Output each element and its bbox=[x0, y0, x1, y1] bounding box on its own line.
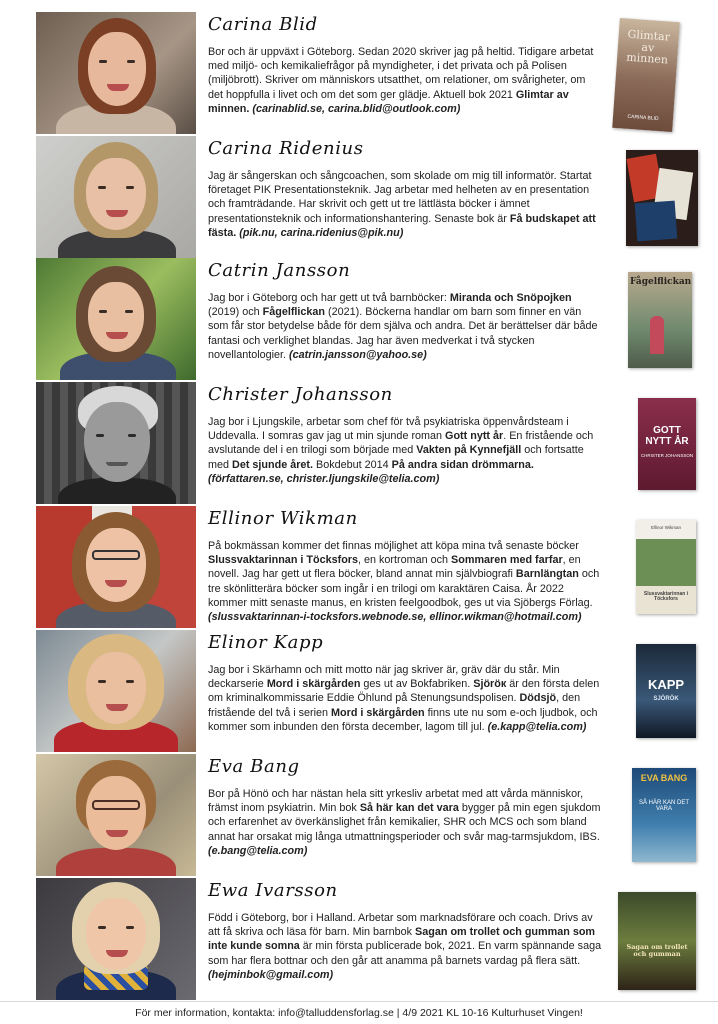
author-name: Carina Ridenius bbox=[208, 138, 364, 159]
author-bio bbox=[208, 291, 602, 362]
book-title: Glimtar av minnen bbox=[625, 27, 671, 67]
author-entry-elinor-kapp bbox=[36, 630, 718, 752]
book-author: EVA BANG bbox=[640, 773, 688, 783]
author-name: Ewa Ivarsson bbox=[208, 880, 338, 901]
book-name-highlight: Gott nytt år bbox=[445, 430, 504, 443]
bio-text: Bor och är uppväxt i Göteborg. Sedan 2020 skriver jag på heltid. Tidigare arbetat med miljö- och kemikaliefrågor på myndigheter, i det privata och på Polisen (miljöbrott). Skriver om människors utsatthet, om relationer, om svårigheter, om det hoppfulla i livet och om det som ger glädje. Aktuell bok 2021 bbox=[208, 46, 594, 101]
author-contact: (e.kapp@telia.com) bbox=[487, 720, 587, 733]
author-name: Christer Johansson bbox=[208, 384, 393, 405]
book-name-highlight: Det sjunde året. bbox=[232, 458, 314, 471]
bio-text: Bor på Hönö och har nästan hela sitt yrkesliv arbetat med att vårda människor, främst inom psykiatrin. Min bok bbox=[208, 788, 584, 815]
author-bio bbox=[208, 787, 602, 858]
book-author: CHRISTER JOHANSSON bbox=[640, 453, 694, 458]
bio-text: är min första publicerade bok, 2021. En varm spännande saga som har flera bottnar och den går att anamma på barnets vardag på flera sätt. bbox=[208, 940, 602, 967]
book-title: SÅ HÄR KAN DET VARA bbox=[638, 800, 689, 813]
book-name-highlight: Slussvaktarinnan i Töcksfors bbox=[208, 554, 359, 567]
author-photo bbox=[36, 754, 196, 876]
author-name: Ellinor Wikman bbox=[208, 508, 358, 529]
book-title: Slussvaktarinnan i Töcksfors bbox=[643, 591, 689, 603]
author-contact: (pik.nu, carina.ridenius@pik.nu) bbox=[236, 226, 404, 239]
author-entry-eva-bang bbox=[36, 754, 718, 876]
book-cover bbox=[636, 520, 696, 614]
book-cover bbox=[618, 892, 696, 990]
book-title: Sagan om trollet och gumman bbox=[626, 943, 688, 958]
book-title: SJÖRÖK bbox=[653, 696, 679, 702]
author-photo bbox=[36, 630, 196, 752]
author-bio bbox=[208, 663, 602, 734]
bio-text: På bokmässan kommer det finnas möjlighet att köpa mina två senaste böcker bbox=[208, 540, 579, 552]
author-bio bbox=[208, 911, 602, 982]
bio-text: och fortsatte med bbox=[208, 444, 584, 471]
bio-text: är den första delen om kriminalkommissarie Eddie Öhlund på Stenungsundspolisen. bbox=[208, 678, 600, 705]
book-title: GOTT NYTT ÅR bbox=[645, 425, 689, 447]
bio-text: Jag bor i Skärhamn och mitt motto när jag skriver är, gräv där du står. Min deckarserie bbox=[208, 664, 560, 691]
bio-text: Jag är sångerskan och sångcoachen, som skolade om mig till informatör. Startat företaget PIK Presentationsteknik. Jag arbetar med helheten av en presentation och framträdande. Har skrivit och gett ut tre lättlästa böcker i ämnet presentationsteknik och informationshantering. Senaste bok är bbox=[208, 170, 592, 225]
author-name: Eva Bang bbox=[208, 756, 300, 777]
book-cover bbox=[612, 18, 680, 132]
author-entry-ewa-ivarsson bbox=[36, 878, 718, 1000]
author-photo bbox=[36, 506, 196, 628]
bio-text: , en kortroman och bbox=[358, 554, 452, 567]
book-author: KAPP bbox=[647, 677, 685, 692]
book-name-highlight: Miranda och Snöpojken bbox=[449, 292, 572, 304]
bio-text: finns ute nu som e-och ljudbok, och kommer som inbunden den första december, lagom till jul. bbox=[208, 706, 598, 733]
book-name-highlight: Mord i skärgården bbox=[266, 678, 361, 691]
footer-contact: För mer information, kontakta: info@talluddensforlag.se | 4/9 2021 KL 10-16 Kulturhuset Vingen! bbox=[0, 1001, 718, 1024]
book-name-highlight: På andra sidan drömmarna. bbox=[391, 458, 534, 471]
author-entry-christer-johansson bbox=[36, 382, 718, 504]
book-name-highlight: Sagan om trollet och gumman som inte kunde somna bbox=[208, 926, 596, 953]
bio-text: , den fristående del två i serien bbox=[208, 692, 581, 719]
author-name: Carina Blid bbox=[208, 14, 318, 35]
author-entry-carina-blid bbox=[36, 12, 718, 134]
author-photo bbox=[36, 12, 196, 134]
bio-text: Född i Göteborg, bor i Halland. Arbetar som marknadsförare och coach. Drivs av att få skriva och läsa för barn. Min barnbok bbox=[208, 912, 593, 939]
book-author: CARINA BLID bbox=[627, 113, 659, 122]
bio-text: . En fristående och avslutande del i en trilogi som började med bbox=[208, 430, 594, 457]
author-contact: (slussvaktarinnan-i-tocksfors.webnode.se, ellinor.wikman@hotmail.com) bbox=[208, 611, 582, 624]
author-photo bbox=[36, 136, 196, 258]
author-contact: (e.bang@telia.com) bbox=[208, 844, 308, 857]
author-bio bbox=[208, 45, 602, 116]
author-photo bbox=[36, 382, 196, 504]
bio-text: , en novell. Jag har gett ut flera böcker, bland annat min självbiografi bbox=[208, 554, 581, 581]
author-photo bbox=[36, 878, 196, 1000]
book-name-highlight: Barnlängtan bbox=[515, 568, 579, 581]
book-cover bbox=[632, 768, 696, 862]
bio-text: Jag bor i Ljungskile, arbetar som chef för två psykiatriska öppenvårdsteam i Uddevalla. I somras gav jag ut min sjunde roman bbox=[208, 416, 569, 443]
book-name-highlight: Dödsjö bbox=[519, 692, 557, 705]
book-name-highlight: Så här kan det vara bbox=[359, 802, 459, 815]
bio-text: (2021). Böckerna handlar om barn som finner en vän som får stor betydelse både för dem själva och andra. Det är berättelser där både fantasi och verklighet blandas. Jag har även medverkat i två stycken novellantologier. bbox=[208, 306, 598, 361]
book-cover bbox=[626, 150, 698, 246]
author-contact: (författaren.se, christer.ljungskile@telia.com) bbox=[208, 472, 440, 485]
book-name-highlight: Sommaren med farfar bbox=[451, 554, 563, 567]
book-name-highlight: Fågelflickan bbox=[262, 306, 326, 319]
author-contact: (hejminbok@gmail.com) bbox=[208, 968, 334, 981]
book-name-highlight: Mord i skärgården bbox=[331, 706, 425, 719]
book-cover bbox=[638, 398, 696, 490]
book-cover bbox=[636, 644, 696, 738]
author-entry-catrin-jansson bbox=[36, 258, 718, 380]
book-name-highlight: Få budskapet att fästa. bbox=[208, 212, 596, 239]
author-contact: (carinablid.se, carina.blid@outlook.com) bbox=[249, 102, 461, 115]
book-cover bbox=[628, 272, 692, 368]
book-name-highlight: Glimtar av minnen. bbox=[208, 88, 569, 115]
bio-text: bygger på min egen sjukdom och erfarenhet av överkänslighet från kemikalier, SHR och MCS och som bland annat har orsakat mig långa utmattningsperioder och svår mag-tarmsjukdom, IBS. bbox=[208, 802, 601, 843]
author-bio bbox=[208, 169, 602, 240]
bio-text: Jag bor i Göteborg och har gett ut två barnböcker: bbox=[208, 292, 450, 304]
author-entry-carina-ridenius bbox=[36, 136, 718, 258]
author-entry-ellinor-wikman bbox=[36, 506, 718, 628]
author-name: Catrin Jansson bbox=[208, 260, 351, 281]
bio-text: (2019) och bbox=[208, 306, 263, 319]
bio-text: ges ut av Bokfabriken. bbox=[360, 678, 474, 691]
book-author: Ellinor Wikman bbox=[650, 525, 681, 530]
book-name-highlight: Sjöröк bbox=[473, 678, 507, 691]
author-name: Elinor Kapp bbox=[208, 632, 324, 653]
book-title: Fågelflickan bbox=[630, 277, 692, 287]
bio-text: och tre skönlitterära böcker som ingår i en trilogi om karaktären Caisa. År 2022 kommer mitt senaste manus, en kristen feelgoodbok, ges ut via Sjöbergs Förlag. bbox=[208, 568, 600, 609]
author-photo bbox=[36, 258, 196, 380]
author-contact: (catrin.jansson@yahoo.se) bbox=[289, 348, 427, 361]
author-bio bbox=[208, 415, 602, 486]
author-bio bbox=[208, 539, 602, 624]
book-name-highlight: Vakten på Kynnefjäll bbox=[416, 444, 522, 457]
bio-text: Bokdebut 2014 bbox=[313, 458, 392, 471]
